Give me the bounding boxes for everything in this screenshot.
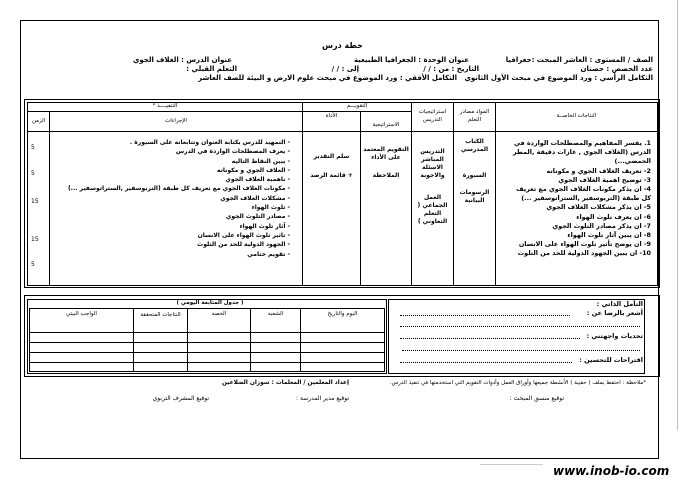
page-edge xyxy=(677,0,678,430)
followup-cell[interactable] xyxy=(250,362,301,372)
procedure-item: - الجهود الدولية للحد من التلوث xyxy=(197,241,290,249)
signature-supervisor: توقيع المشرف التربوي xyxy=(152,395,209,402)
followup-col-section xyxy=(250,308,301,333)
document-title: خطة درس xyxy=(322,41,363,50)
reflection-challenges-label: تحديات واجهتني : xyxy=(586,332,643,340)
lesson-field: عنوان الدرس : الغلاف الجوي xyxy=(132,56,232,64)
procedures-list xyxy=(68,138,290,259)
procedure-item: - التمهيد للدرس بكتابة العنوان وتتابعاته على السبورة . xyxy=(129,139,290,146)
objective-item: 8- ان يبين آثار تلوث الهواء xyxy=(567,231,651,240)
followup-cell[interactable] xyxy=(300,362,385,372)
procedures-cell xyxy=(49,131,303,286)
procedure-item: - ناهمية الغلاف الجوي xyxy=(225,176,290,184)
followup-cell[interactable] xyxy=(187,362,251,372)
objectives-header: النتاجات الخاصــة xyxy=(556,113,597,119)
strategy-item: التدريس المباشر الاسئلة والاجوبة xyxy=(420,148,445,179)
time-cell xyxy=(27,131,50,286)
procedures-header: الإجراءات xyxy=(165,118,187,124)
time-value: 15 xyxy=(31,198,39,205)
objective-item: 5- ان يذكر مشكلات الغلاف الجوي xyxy=(546,203,651,212)
reflection-satisfied-input[interactable] xyxy=(400,315,570,316)
time-header-cell xyxy=(27,111,50,132)
horizontal-integration: التكامل الأفقي : ورد الموضوع في مبحث علوم الارض و البيئة للصف العاشر xyxy=(198,74,457,82)
strategy-item: العمل الجماعي ( التعلم التعاوني ) xyxy=(417,194,448,225)
objectives-header-cell xyxy=(495,102,658,132)
time-value: 5 xyxy=(31,261,35,268)
eval-strategy-cell xyxy=(360,131,412,286)
time-value: 15 xyxy=(31,236,39,243)
date-to-field: إلى : / / xyxy=(331,65,359,73)
divider xyxy=(480,464,543,465)
grade-field: الصف / المستوى : العاشر المبحث :جغرافيا xyxy=(505,56,653,64)
eval-tool-header-cell xyxy=(302,111,361,132)
time-value: 5 xyxy=(31,170,35,177)
objectives-list xyxy=(513,139,651,259)
objective-item: الحمضي...) xyxy=(614,157,651,166)
eval-strategy-item: الملاحظة xyxy=(372,172,400,179)
footer-note: *ملاحظة : احتفظ بملف ( حقيبة ) الأنشطة جميعها وأوراق العمل وأدوات التقويم التي استخدمتها في تنفيذ الدرس. xyxy=(389,380,646,386)
procedure-item: - مكونات الغلاف الجوي مع تعريف كل طبقة (التربوسفير ,الستراتوسفير ...) xyxy=(67,185,290,193)
objective-item: 1. يفسر المفاهيم والمصطلحات الواردة في xyxy=(514,139,651,147)
followup-col-label: الحصه xyxy=(211,311,227,317)
procedures-header-cell xyxy=(49,111,303,132)
signature-principal: توقيع مدير المدرسة : xyxy=(296,395,349,402)
followup-cell[interactable] xyxy=(29,362,134,372)
execution-header: التنفيــــذ * xyxy=(152,103,178,109)
procedure-item: - يعرف المصطلحات الواردة في الدرس xyxy=(175,148,290,156)
eval-tool-item: سلم التقدير xyxy=(313,153,350,160)
objective-item: 7- ان يذكر مصادر التلوث الجوي xyxy=(552,221,651,230)
material-item: الرسومات البيانية xyxy=(459,189,490,204)
procedure-item: - الغلاف الجوي و مكوناته xyxy=(216,166,290,174)
prior-learning-field: التعلم القبلي : xyxy=(186,65,237,73)
eval-strategy-item: التقويم المعتمد على الأداء xyxy=(363,146,409,161)
objective-item: 6- ان يعرف تلوث الهواء xyxy=(576,212,651,221)
objectives-cell xyxy=(495,131,658,286)
objective-item: كل طبقة (التربوسفير ,الستراتوسفير ...) xyxy=(521,194,651,203)
time-header: الزمن xyxy=(31,118,46,124)
reflection-suggestions-label: اقتراحات للتحسين : xyxy=(579,356,643,364)
reflection-line[interactable] xyxy=(402,350,640,351)
procedure-item: - مشكلات الغلاف الجوي xyxy=(220,194,290,202)
followup-title: ( جدول المتابعة اليومي ) xyxy=(176,300,244,306)
eval-tool-header: الأداة xyxy=(325,113,338,119)
materials-header: المواد مصادر التعلم xyxy=(459,109,490,123)
strategies-cell xyxy=(411,131,454,286)
procedure-item: - تقويم ختامي xyxy=(247,250,290,258)
eval-tool-cell xyxy=(302,131,361,286)
followup-col-outcomes xyxy=(133,308,188,333)
prepared-by: إعداد المعلمين / المعلمات : سوزان الضلاعين xyxy=(222,380,349,386)
followup-col-label: الشعبه xyxy=(267,311,284,317)
material-item: الكتاب المدرسي xyxy=(460,138,489,153)
reflection-title: التأمل الذاتي : xyxy=(596,300,643,308)
eval-strategy-header-cell xyxy=(360,111,412,132)
followup-col-label: اليوم والتاريخ xyxy=(327,311,358,317)
followup-col-homework xyxy=(29,308,134,333)
followup-col-period xyxy=(187,308,251,333)
evaluation-header: التقويـــم xyxy=(346,103,368,109)
objective-item: 3- توضيح اهمية الغلاف الجوي xyxy=(558,175,651,184)
objective-item: 2- تعريف الغلاف الجوي و مكوناته xyxy=(546,166,651,175)
vertical-integration: التكامل الرأسي : ورد الموضوع في مبحث الأول الثانوي xyxy=(464,74,653,82)
followup-cell[interactable] xyxy=(133,362,188,372)
eval-strategy-header: الاستراتيجية xyxy=(372,122,400,128)
time-value: 5 xyxy=(31,144,35,151)
watermark: www.inob-io.com xyxy=(553,464,670,478)
strategies-header-cell xyxy=(411,102,454,132)
objective-item: 4- ان يذكر مكونات الغلاف الجوي مع تعريف xyxy=(516,185,651,194)
procedure-item: - تاثير تلوث الهواء على الانسان xyxy=(197,231,290,239)
reflection-suggestions-input[interactable] xyxy=(400,362,572,363)
followup-col-date xyxy=(300,308,385,333)
procedure-item: - مصادر التلوث الجوي xyxy=(225,213,290,221)
reflection-line[interactable] xyxy=(400,326,640,327)
objective-item: 10- ان يبين الجهود الدولية للحد من التلوث xyxy=(517,249,651,258)
periods-field: عدد الحصص : حصتان xyxy=(580,65,653,73)
date-from-field: التاريخ : من : / / xyxy=(423,65,479,73)
followup-col-label: الواجب البيتي xyxy=(66,311,97,317)
material-item: السبورة xyxy=(462,172,487,179)
signature-coordinator: توقيع منسق المبحث : xyxy=(509,395,564,402)
objective-item: 9- ان يوضح تأثير تلوث الهواء على الانسان xyxy=(518,240,651,249)
materials-cell xyxy=(453,131,496,286)
procedure-item: - يبين النقاط التاليه xyxy=(231,157,290,165)
procedure-item: - آثار تلوث الهواء xyxy=(239,222,290,230)
objective-item: الدرس (الغلاف الجوي , غازات دقيقة ,المطر xyxy=(512,148,651,157)
materials-header-cell xyxy=(453,102,496,132)
reflection-challenges-input[interactable] xyxy=(400,338,580,339)
followup-col-label: النتاجات المتحققة xyxy=(140,312,181,318)
strategies-header: استراتيجيات التدريس xyxy=(418,109,447,123)
reflection-satisfied-label: أشعر بالرضا عن : xyxy=(586,309,643,317)
eval-tool-item: + قائمة الرصد xyxy=(310,172,353,179)
procedure-item: - تلوث الهواء xyxy=(251,204,290,212)
unit-field: عنوان الوحدة : الجغرافيا الطبيعية xyxy=(353,56,469,64)
